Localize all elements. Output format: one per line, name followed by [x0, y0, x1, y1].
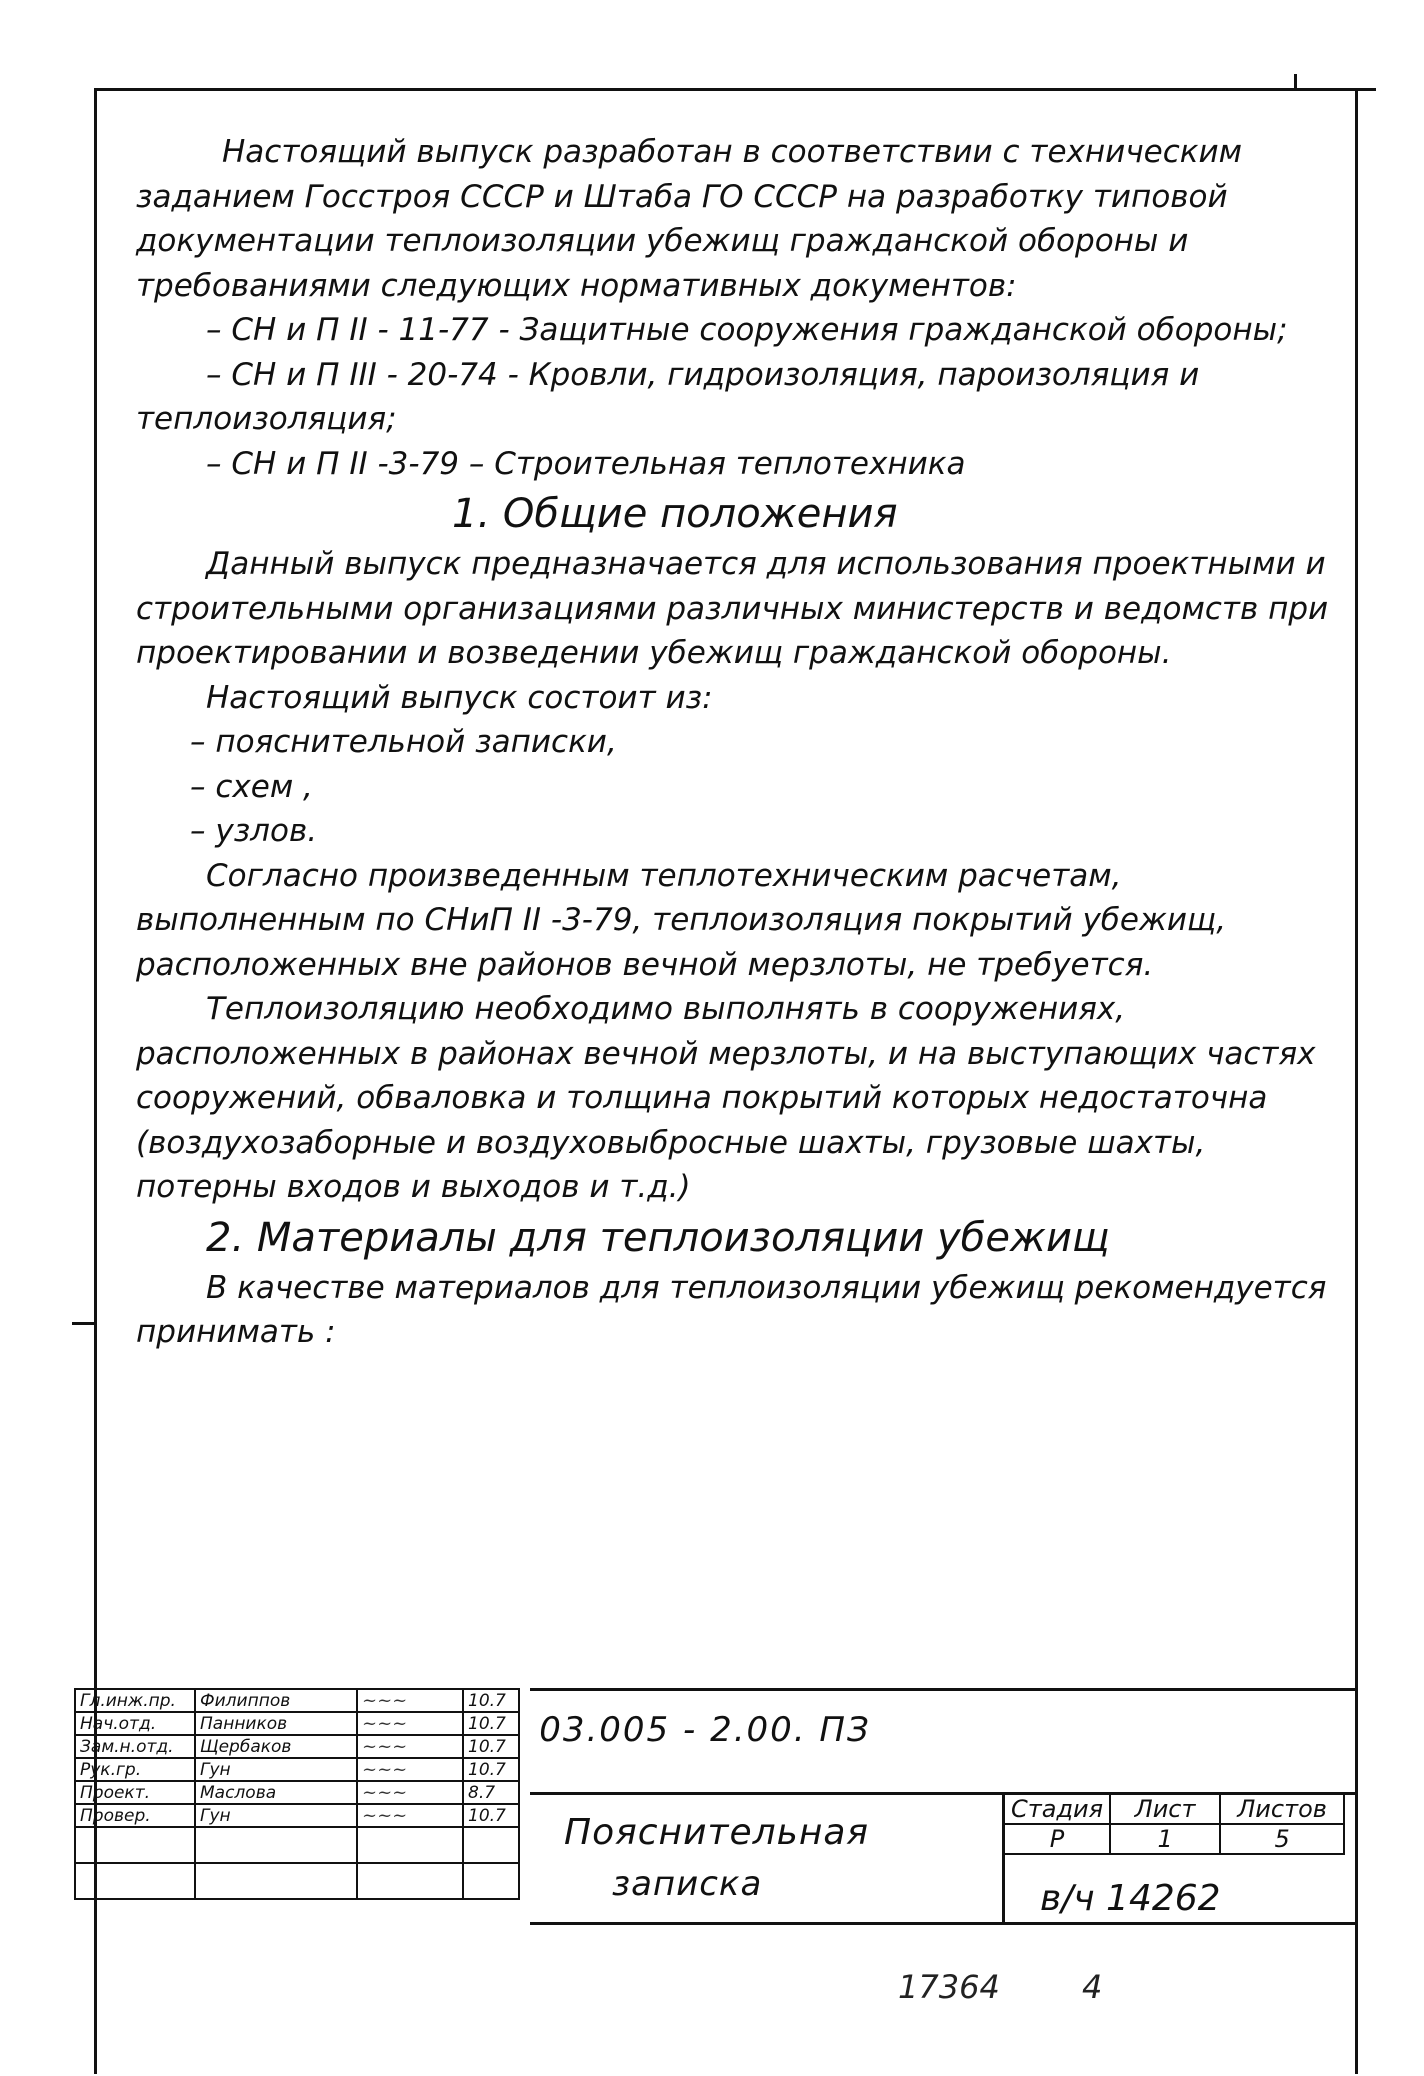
handwritten-signature: ~~~ [357, 1712, 463, 1735]
signature-name: Гун [195, 1758, 357, 1781]
signature-row [75, 1758, 519, 1781]
norm-item: – СН и П II - 11-77 - Защитные сооружения гражданской обороны; [206, 312, 1288, 348]
signature-row [75, 1804, 519, 1827]
handwritten-signature: ~~~ [357, 1758, 463, 1781]
handwritten-signature: ~~~ [357, 1804, 463, 1827]
sheets-value: 5 [1220, 1824, 1344, 1854]
handwritten-signature: ~~~ [357, 1689, 463, 1712]
signature-date: 10.7 [463, 1689, 519, 1712]
stage-header-row [1004, 1794, 1344, 1824]
section-1-paragraph: Настоящий выпуск состоит из: [206, 679, 713, 716]
norm-item: – СН и П II -3-79 – Строительная теплотехника [206, 445, 966, 482]
signature-name: Маслова [195, 1781, 357, 1804]
document-title-line: записка [612, 1864, 763, 1904]
signature-date: 8.7 [463, 1781, 519, 1804]
section-1-paragraph: Согласно произведенным теплотехническим расчетам, выполненным по СНиП II -3-79, теплоизоляция покрытий убежищ, расположенных вне районов вечной мерзлоты, не требуется. [136, 857, 1227, 983]
document-title-line: Пояснительная [564, 1812, 870, 1853]
frame-corner-mark [1294, 74, 1297, 90]
margin-fold-mark [72, 1322, 94, 1325]
signature-name: Панников [195, 1712, 357, 1735]
intro-paragraph: Настоящий выпуск разработан в соответствии с техническим заданием Госстроя СССР и Штаба ГО СССР на разработку типовой документации теплоизоляции убежищ гражданской обороны и требованиями следующих нормативных документов: [136, 134, 1243, 304]
blank-row [75, 1827, 519, 1863]
organization-code: в/ч 14262 [1040, 1878, 1221, 1919]
contents-item: – узлов. [190, 813, 318, 849]
signature-name: Гун [195, 1804, 357, 1827]
page-number: 4 [1082, 1968, 1103, 2006]
signature-role: Нач.отд. [75, 1712, 195, 1735]
signature-date: 10.7 [463, 1758, 519, 1781]
stage-value: Р [1004, 1824, 1110, 1854]
document-code: 03.005 - 2.00. ПЗ [539, 1710, 871, 1750]
sheet-value: 1 [1110, 1824, 1220, 1854]
section-2-title: 2. Материалы для теплоизоляции убежищ [206, 1214, 1110, 1261]
title-block-divider [530, 1922, 1358, 1925]
frame-edge-mark [1356, 88, 1376, 91]
section-1-paragraph: Теплоизоляцию необходимо выполнять в сооружениях, расположенных в районах вечной мерзлоты, и на выступающих частях сооружений, обваловка и толщина покрытий которых недостаточна (воздухозаборные и воздуховыбросные шахты, грузовые шахты, потерны входов и выходов и т.д.) [136, 991, 1316, 1205]
signature-date: 10.7 [463, 1735, 519, 1758]
signature-date: 10.7 [463, 1804, 519, 1827]
signature-name: Щербаков [195, 1735, 357, 1758]
section-1-paragraph: Данный выпуск предназначается для использования проектными и строительными организациями различных министерств и ведомств при проектировании и возведении убежищ гражданской обороны. [136, 546, 1329, 671]
signature-role: Рук.гр. [75, 1758, 195, 1781]
signature-row [75, 1781, 519, 1804]
stage-header: Стадия [1004, 1794, 1110, 1824]
handwritten-signature: ~~~ [357, 1781, 463, 1804]
contents-item: – схем , [190, 768, 313, 805]
signature-role: Зам.н.отд. [75, 1735, 195, 1758]
inventory-number: 17364 [898, 1968, 1000, 2006]
section-2-paragraph: В качестве материалов для теплоизоляции убежищ рекомендуется принимать : [136, 1269, 1327, 1350]
stage-value-row [1004, 1824, 1344, 1854]
signature-date: 10.7 [463, 1712, 519, 1735]
signature-name: Филиппов [195, 1689, 357, 1712]
signature-role: Проект. [75, 1781, 195, 1804]
handwritten-signature: ~~~ [357, 1735, 463, 1758]
norm-item: – СН и П III - 20-74 - Кровли, гидроизоляция, пароизоляция и теплоизоляция; [136, 356, 1200, 437]
sheets-header: Листов [1220, 1794, 1344, 1824]
contents-item: – пояснительной записки, [190, 724, 617, 760]
stage-sheet-table [1003, 1793, 1345, 1855]
signature-row [75, 1689, 519, 1712]
blank-row [75, 1863, 519, 1899]
signature-role: Гл.инж.пр. [75, 1689, 195, 1712]
document-body [136, 130, 1336, 1355]
section-1-title: 1. Общие положения [452, 491, 898, 537]
signature-role: Провер. [75, 1804, 195, 1827]
sheet-header: Лист [1110, 1794, 1220, 1824]
